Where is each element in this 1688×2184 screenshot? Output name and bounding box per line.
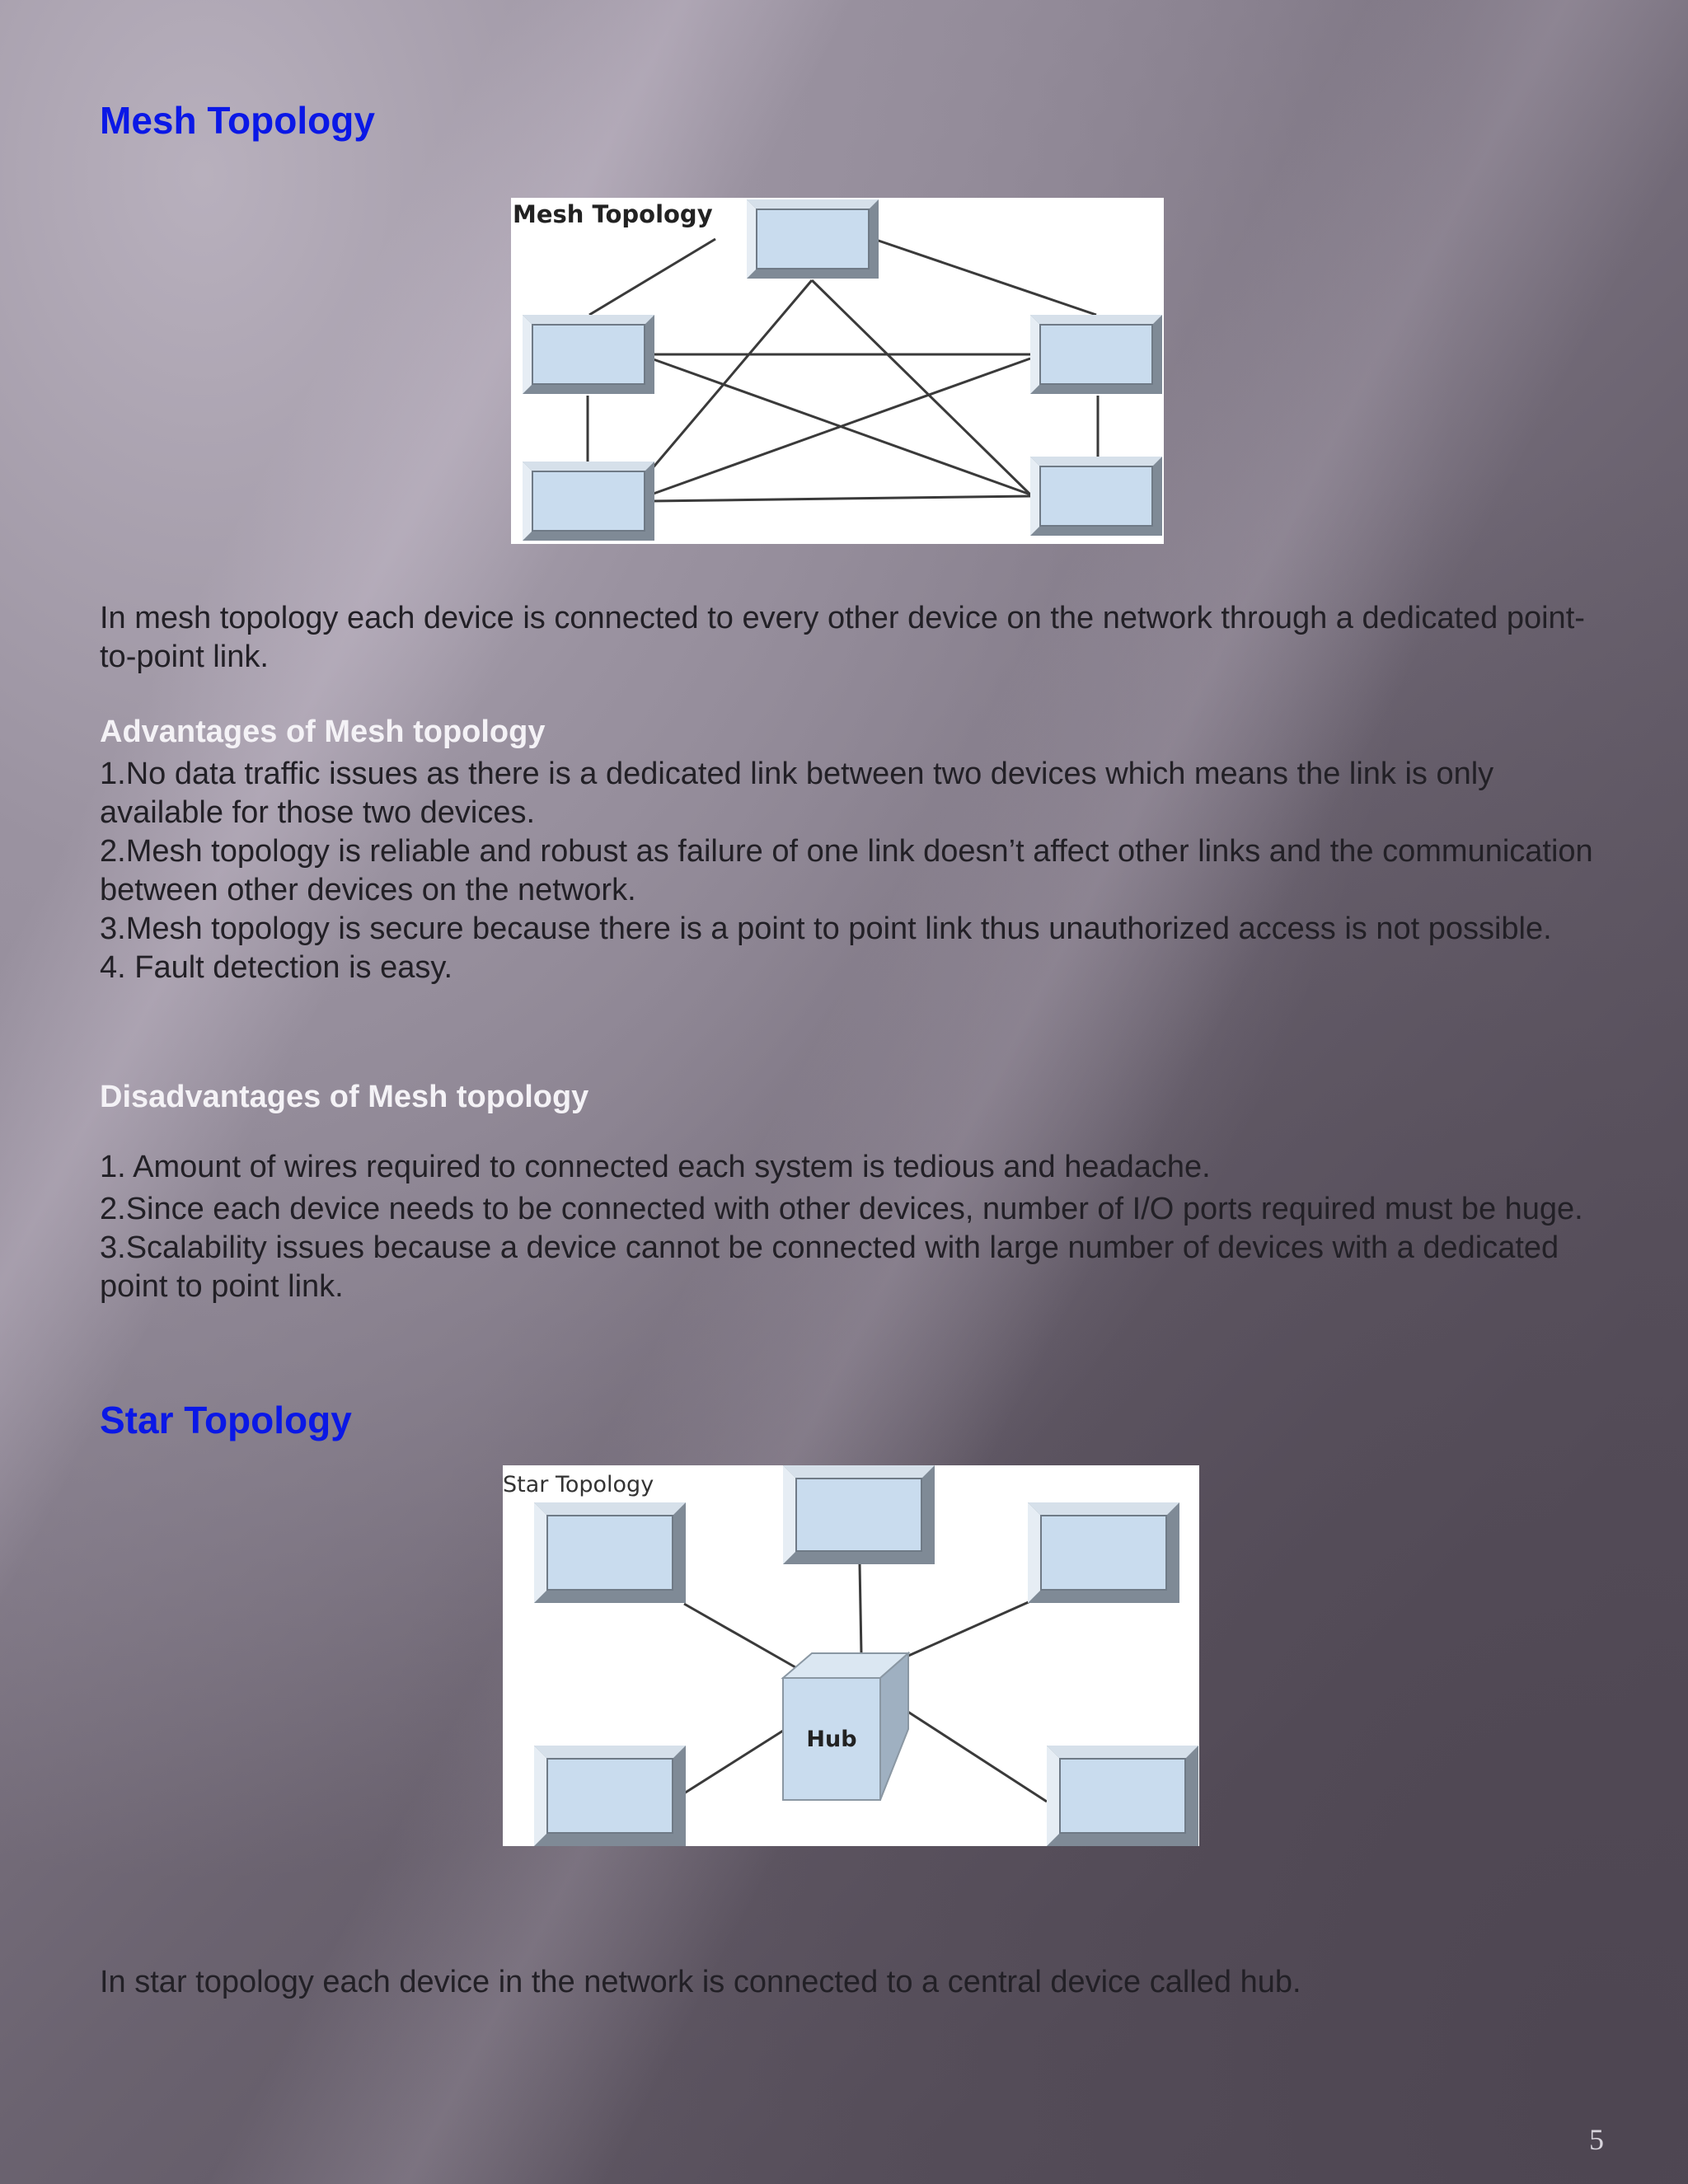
disadvantage-item: 1. Amount of wires required to connected each system is tedious and headache.	[100, 1150, 1211, 1184]
disadvantages-list	[100, 1148, 1600, 1306]
mesh-topology-heading: Mesh Topology	[100, 99, 375, 142]
disadvantage-item: 3.Scalability issues because a device cannot be connected with large number of devices with a dedicated point to point link.	[100, 1230, 1559, 1304]
star-link	[907, 1711, 1047, 1802]
advantage-item: 2.Mesh topology is reliable and robust as failure of one link doesn’t affect other links and the communication between other devices on the network.	[100, 834, 1593, 907]
mesh-device-left-upper	[523, 315, 654, 394]
advantage-item: 4. Fault detection is easy.	[100, 950, 453, 985]
hub-label: Hub	[806, 1727, 857, 1752]
mesh-device-top	[747, 199, 879, 279]
mesh-link	[812, 280, 1030, 494]
mesh-link	[651, 280, 812, 470]
mesh-link	[589, 239, 715, 315]
star-device-top-center	[783, 1465, 935, 1564]
advantage-item: 1.No data traffic issues as there is a dedicated link between two devices which means the link is only available for those two devices.	[100, 757, 1494, 830]
star-device-bottom-left	[534, 1746, 686, 1846]
advantages-list	[100, 755, 1600, 987]
star-device-bottom-right	[1047, 1746, 1198, 1846]
star-device-top-left	[534, 1502, 686, 1603]
advantage-item: 3.Mesh topology is secure because there is a point to point link thus unauthorized access is not possible.	[100, 912, 1552, 946]
page-number: 5	[1589, 2123, 1604, 2156]
star-description: In star topology each device in the network is connected to a central device called hub.	[100, 1965, 1301, 1999]
star-topology-diagram	[503, 1465, 1199, 1846]
mesh-device-left-lower	[523, 462, 654, 541]
disadvantages-heading: Disadvantages of Mesh topology	[100, 1080, 589, 1114]
star-device-top-right	[1028, 1502, 1179, 1603]
mesh-device-right-lower	[1030, 457, 1162, 536]
star-link	[907, 1601, 1030, 1657]
star-link	[684, 1731, 783, 1793]
mesh-link	[651, 496, 1030, 501]
star-link	[860, 1564, 861, 1653]
star-diagram-title: Star Topology	[503, 1472, 654, 1497]
star-topology-heading: Star Topology	[100, 1399, 352, 1441]
mesh-device-right-upper	[1030, 315, 1162, 394]
mesh-diagram-title: Mesh Topology	[513, 200, 713, 228]
mesh-description: In mesh topology each device is connected to every other device on the network through a dedicated point-to-point link.	[100, 601, 1585, 674]
hub-cube	[783, 1653, 908, 1800]
mesh-topology-diagram	[511, 198, 1164, 544]
mesh-topology-svg	[511, 198, 1164, 544]
mesh-link	[874, 239, 1096, 315]
star-topology-svg	[503, 1465, 1199, 1846]
disadvantage-item: 2.Since each device needs to be connected with other devices, number of I/O ports required must be huge.	[100, 1192, 1583, 1226]
star-link	[684, 1604, 795, 1667]
advantages-heading: Advantages of Mesh topology	[100, 715, 546, 749]
